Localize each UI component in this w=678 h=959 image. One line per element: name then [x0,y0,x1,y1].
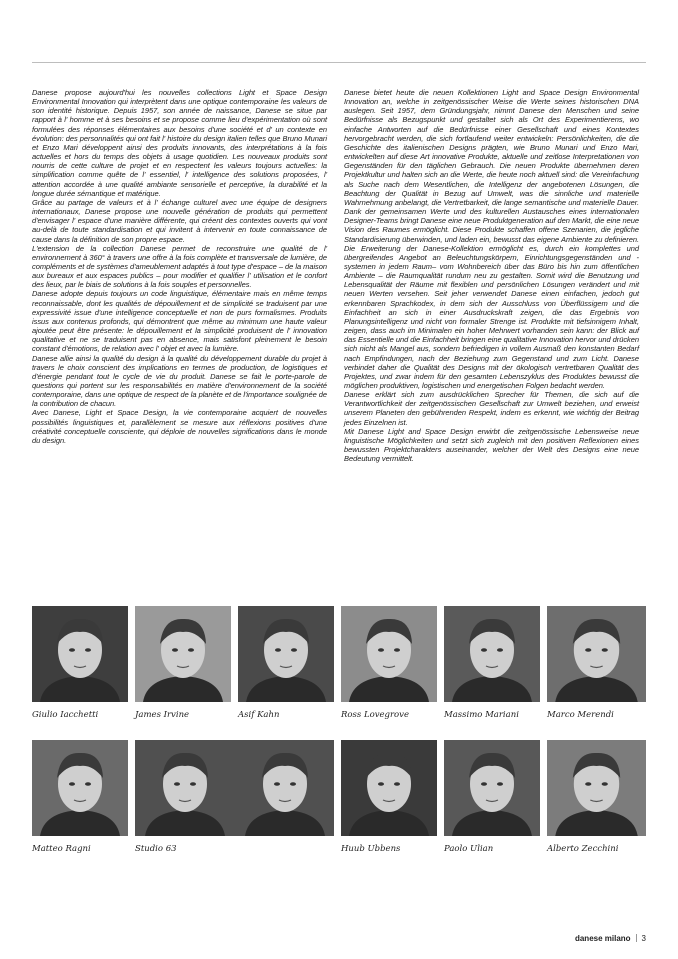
page-footer [575,934,646,943]
portrait-james-irvine [135,606,231,702]
paragraph: Grâce au partage de valeurs et à l' échange culturel avec une équipe de designers internationaux, Danese propose une nouvelle génération de produits qui permettent d'envisager l' espace d'une manière différente, qui créent des contextes ouverts qui vont au-delà de toute standardisation et qui invitent à intervenir en toute connaissance de cause dans la définition de son propre espace. [32,197,327,244]
portrait-row-1 [32,606,646,740]
designer-name: Ross Lovegrove [341,710,409,720]
portrait-asif-kahn [238,606,334,702]
paragraph: Danese allie ainsi la qualité du design à la qualité du développement durable du projet à travers le choix conscient des implications en termes de production, de logistiques et d'énergie pendant tout le cycle de vie du produit. Danese se fait le porte-parole de questions qui portent sur les responsabilités en matière d'environnement de la société contemporaine, dans une optique de respect de la planète et de l'importance soulignée de la contribution de chacun. [32,353,327,409]
portrait-giulio-iacchetti [32,606,128,702]
designer-name: Marco Merendi [547,710,614,720]
top-rule [32,62,646,63]
footer-divider [636,934,637,942]
portrait-studio-63 [135,740,334,836]
portrait-ross-lovegrove [341,606,437,702]
portrait-massimo-mariani [444,606,540,702]
portrait-marco-merendi [547,606,646,702]
portrait-alberto-zecchini [547,740,646,836]
designer-name: Asif Kahn [238,710,280,720]
designer-name: Massimo Mariani [444,710,519,720]
paragraph: Danese erklärt sich zum ausdrücklichen Sprecher für Themen, die sich auf die Verantwortlichkeit der zeitgenössischen Gesellschaft zur Umwelt beziehen, und erweist unserem Planeten den gebührenden Respekt, indem es erkennt, wie wichtig der Beitrag jedes Einzelnen ist. [344,390,639,427]
designer-name: Huub Ubbens [341,844,401,854]
brand-name: danese milano [574,934,631,943]
portrait-paolo-ulian [444,740,540,836]
portrait-matteo-ragni [32,740,128,836]
designer-name: Giulio Iacchetti [32,710,99,720]
page-number: 3 [641,934,646,943]
paragraph: Mit Danese Light and Space Design erwirbt die zeitgenössische Lebensweise neue linguistische Möglichkeiten und setzt sich zugleich mit den positiven Reflexionen eines bewussten Projektcharakters auseinander, welcher der Welt des Designs eine neue Bedeutung vermittelt. [344,426,639,464]
designer-name: Studio 63 [135,844,177,854]
paragraph: Danese propose aujourd'hui les nouvelles collections Light et Space Design Environmental Innovation qui interprètent dans une optique contemporaine les valeurs de son identité historique. Depuis 1957, son année de naissance, Danese se situe par rapport à l' homme et à ses besoins et se propose comme lieu d'expérimentation où sont formulées des réponses élémentaires aux besoins d'une société et d' un contexte en évolution: des personnalités qui ont fait l' histoire du design italien telles que Bruno Munari et Enzo Mari développent ainsi des produits innovants, des interprétations à la fois actuelles et hors du temps des objets à usage quotidien. Les nouveaux produits sont nourris de cette culture de projet et en respectent les valeurs toujours actuelles: la simplification comme quête de l' essentiel, l' intelligence des solutions proposées, l' attention accordée à une qualité ambiante sensorielle et perceptive, la durabilité et la longue durée sémantique et matérique. [32,88,327,198]
designer-name: James Irvine [135,710,190,720]
german-text-column [344,88,639,463]
paragraph: Danese bietet heute die neuen Kollektionen Light and Space Design Environmental Innovation an, welche in zeitgenössischer Weise die Werte seines historischen DNA auslegen. Seit 1957, dem Gründungsjahr, nimmt Danese den Menschen und seine Bedürfnisse als Bezugspunkt und gestaltet sich als Ort des Experimentierens, wo einfache Antworten auf die Bedürfnisse einer Gesellschaft und eines Kontextes hervorgebracht werden, die sich fortlaufend weiter entwickeln: Persönlichkeiten, die die Geschichte des italienischen Designs prägten, wie Bruno Munari und Enzo Mari, entwickelten auf diese Art innovative Produkte, aktuelle und zeitlose Interpretationen von Gegenständen für den täglichen Gebrauch. Die neuen Produkte übernehmen deren Projektkultur und halten sich an die Werte, die heute noch aktuell sind: die Vereinfachung als Suche nach dem Wesentlichen, die Intelligenz der angebotenen Lösungen, die Beachtung der Qualität in Bezug auf Umwelt, was die sinnliche und materielle Wahrnehmung anbelangt, die Vertretbarkeit, die lange semantische und materielle Dauer. Dank der gemeinsamen Werte und des kulturellen Austausches eines internationalen Designer-Teams bringt Danese eine neue Produktgeneration auf den Markt, die eine neue Vision des Raumes ermöglicht. Diese Produkte schaffen offene Szenarien, die jegliche Standardisierung überwinden, und laden ein, bewusst das eigene Ambiente zu definieren. Die Erweiterung der Danese-Kollektion ermöglicht es, durch ein komplettes und übergreifendes Angebot an Beleuchtungskörpern, Einrichtungsgegenständen und -systemen in jedem Raum– vom Wohnbereich über das Büro bis hin zum öffentlichen Ambiente – die Raumqualität rundum neu zu gestalten. Somit wird die Benutzung und Lebensqualität der Räume mit flexiblen und persönlichen Lösungen verändert und mit neuen Werten versehen. Seit jeher verwendet Danese einen einfachen, jedoch gut erkennbaren Sprachkodex, in dem sich der Ausschluss von Überflüssigem und die Einfachheit an sich in einer Ausdruckskraft zeigen, die das Ergebnis von Planungsintelligenz und nicht von formaler Strenge ist. Produkte mit tiefsinnigem Inhalt, zeigen, dass auch im Minimalen ein hoher Mehrwert vorhanden sein kann: der Blick auf das Essentielle und die Einfachheit bringen eine qualitative Innovation hervor und drücken sich nicht als Mangel aus, sondern befriedigen in vollem Ausmaß den konstanten Bedarf nach Empfindungen, nach der Beziehung zum Gegenstand und zum Licht. Danese verbindet daher die Qualität des Designs mit der ökologisch vertretbaren Qualität des Projektes, und zwar indem für den gesamten Lebenszyklus des Produktes bewusst die möglichen produktiven, logistischen und energetischen Folgen bedacht werden. [344,88,639,390]
french-text-column [32,88,327,445]
designer-name: Matteo Ragni [32,844,91,854]
paragraph: Avec Danese, Light et Space Design, la vie contemporaine acquiert de nouvelles possibilités linguistiques et, parallèlement se mesure aux réflexions positives d'une créativité conceptuelle consciente, qui déploie de nouvelles significations dans le monde du design. [32,408,327,445]
paragraph: Danese adopte depuis toujours un code linguistique, élémentaire mais en même temps reconnaissable, dont les qualités de dépouillement et de simplicité se traduisent par une expressivité issue d'une intelligence conceptuelle et non de purs formalismes. Produits issus aux contenus profonds, qui démontrent que même au minimum une haute valeur ajoutée peut être présente: le dépouillement et la simplicité produisent de l' innovation qualitative et ne se traduisent pas en absence, mais satisfont pleinement le besoin constant d'émotions, de relation avec l' objet et avec la lumière. [32,289,327,354]
designer-name: Alberto Zecchini [547,844,619,854]
portrait-row-2 [32,740,646,874]
paragraph: L'extension de la collection Danese permet de reconstruire une qualité de l' environnement à 360° à travers une offre à la fois complète et transversale de lumière, de compléments et de systèmes d'ameublement adaptés à tout type d'espace – de la maison aux bureaux et aux espaces publics – pour modifier et qualifier l' utilisation et le confort des lieux, par le biais de solutions à la fois souples et personnelles. [32,243,327,290]
designer-portraits [32,606,646,874]
portrait-huub-ubbens [341,740,437,836]
designer-name: Paolo Ulian [444,844,494,854]
